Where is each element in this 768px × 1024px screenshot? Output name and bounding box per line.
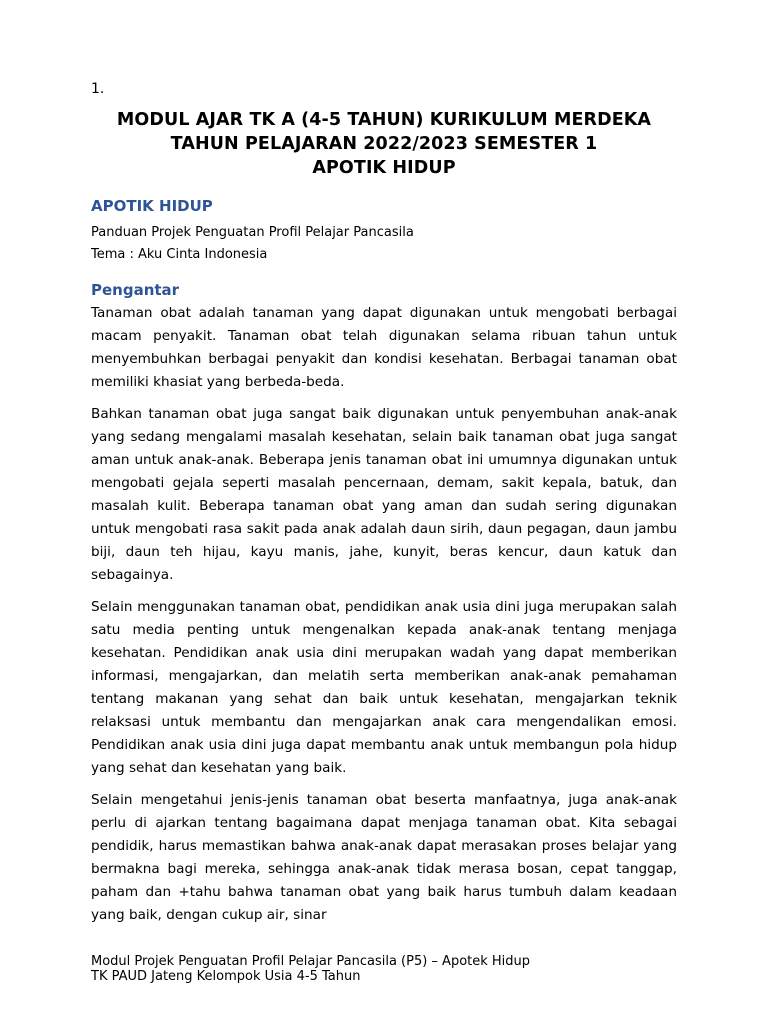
paragraph-4: Selain mengetahui jenis-jenis tanaman obat beserta manfaatnya, juga anak-anak perlu di ajarkan tentang bagaimana dapat menjaga tanaman obat. Kita sebagai pendidik, harus memastikan bahwa anak-anak dapat merasakan proses belajar yang bermakna bagi mereka, sehingga anak-anak tidak merasa bosan, cepat tanggap, paham dan +tahu bahwa tanaman obat yang baik harus tumbuh dalam keadaan yang baik, dengan cukup air, sinar xyxy=(91,792,677,923)
intro-heading: Pengantar xyxy=(91,281,180,299)
footer-line-1: Modul Projek Penguatan Profil Pelajar Pancasila (P5) – Apotek Hidup xyxy=(91,954,531,969)
title-line-2: TAHUN PELAJARAN 2022/2023 SEMESTER 1 xyxy=(170,134,598,154)
section-heading: APOTIK HIDUP xyxy=(91,197,213,215)
footer-line-2: TK PAUD Jateng Kelompok Usia 4-5 Tahun xyxy=(91,969,361,984)
title-line-3: APOTIK HIDUP xyxy=(312,158,456,178)
title-line-1: MODUL AJAR TK A (4-5 TAHUN) KURIKULUM MERDEKA xyxy=(116,110,652,130)
paragraph-2: Bahkan tanaman obat juga sangat baik digunakan untuk penyembuhan anak-anak yang sedang mengalami masalah kesehatan, selain baik tanaman obat juga sangat aman untuk anak-anak. Beberapa jenis tanaman obat ini umumnya digunakan untuk mengobati gejala seperti masalah pencernaan, demam, sakit kepala, batuk, dan masalah kulit. Beberapa tanaman obat yang aman dan sudah sering digunakan untuk mengobati rasa sakit pada anak adalah daun sirih, daun pegagan, daun jambu biji, daun teh hijau, kayu manis, jahe, kunyit, beras kencur, daun katuk dan sebagainya. xyxy=(91,406,677,583)
list-number: 1. xyxy=(91,81,105,97)
paragraph-1: Tanaman obat adalah tanaman yang dapat digunakan untuk mengobati berbagai macam penyakit. Tanaman obat telah digunakan selama ribuan tahun untuk menyembuhkan berbagai penyakit dan kondisi kesehatan. Berbagai tanaman obat memiliki khasiat yang berbeda-beda. xyxy=(91,305,677,390)
paragraph-3: Selain menggunakan tanaman obat, pendidikan anak usia dini juga merupakan salah satu media penting untuk mengenalkan kepada anak-anak tentang menjaga kesehatan. Pendidikan anak usia dini merupakan wadah yang dapat memberikan informasi, mengajarkan, dan melatih serta memberikan anak-anak pemahaman tentang makanan yang sehat dan baik untuk kesehatan, mengajarkan teknik relaksasi untuk membantu dan mengajarkan anak cara mengendalikan emosi. Pendidikan anak usia dini juga dapat membantu anak untuk membangun pola hidup yang sehat dan kesehatan yang baik. xyxy=(91,599,677,776)
guide-line: Panduan Projek Penguatan Profil Pelajar Pancasila xyxy=(91,225,414,240)
document-title xyxy=(91,108,677,180)
page-footer xyxy=(91,954,530,984)
theme-line: Tema : Aku Cinta Indonesia xyxy=(91,247,268,262)
document-page xyxy=(91,80,677,936)
